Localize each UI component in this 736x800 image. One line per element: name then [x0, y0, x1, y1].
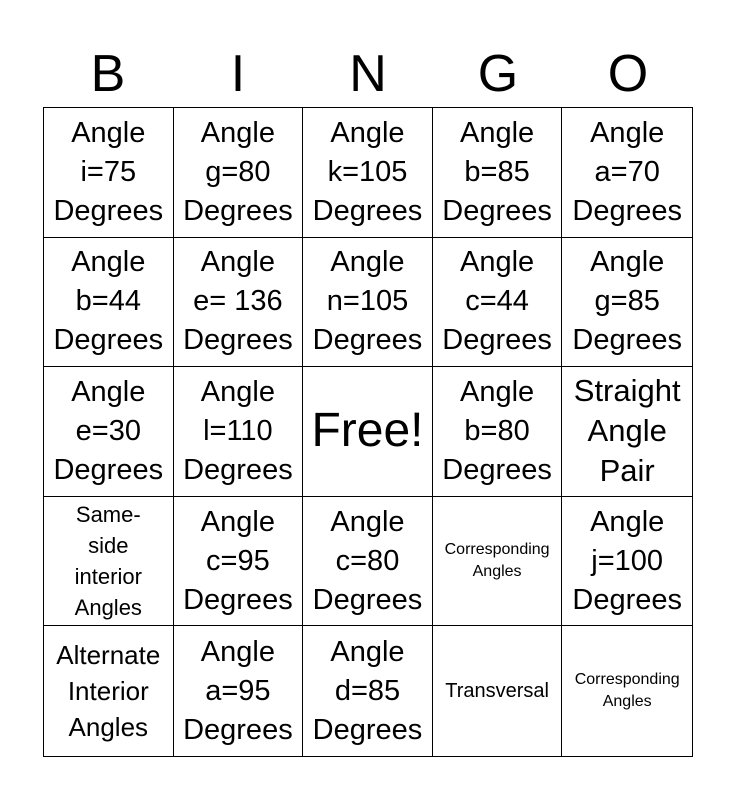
cell-text: Straight Angle Pair: [573, 373, 681, 489]
bingo-cell-r3c1[interactable]: [44, 367, 174, 497]
cell-text: Angle c=95 Degrees: [183, 505, 293, 616]
cell-text: Same- side interior Angles: [74, 502, 142, 621]
cell-text: Angle a=95 Degrees: [183, 635, 293, 746]
bingo-cell-r1c4[interactable]: [433, 108, 563, 238]
bingo-cell-r5c2[interactable]: [174, 626, 304, 756]
bingo-cell-r3c4[interactable]: [433, 367, 563, 497]
cell-text: Angle a=70 Degrees: [572, 116, 682, 227]
cell-text: Alternate Interior Angles: [56, 640, 161, 743]
cell-text: Angle i=75 Degrees: [53, 116, 164, 227]
bingo-cell-r2c2[interactable]: [174, 238, 304, 368]
cell-text: Corresponding Angles: [444, 541, 550, 581]
cell-text: Angle c=44 Degrees: [442, 246, 552, 357]
bingo-cell-r2c5[interactable]: [562, 238, 692, 368]
cell-text: Angle j=100 Degrees: [572, 505, 682, 616]
cell-text: Angle l=110 Degrees: [183, 375, 293, 486]
header-letter-o: O: [607, 45, 649, 103]
bingo-cell-r2c3[interactable]: [303, 238, 433, 368]
bingo-cell-r1c1[interactable]: [44, 108, 174, 238]
bingo-cell-r2c1[interactable]: [44, 238, 174, 368]
header-letter-g: G: [477, 45, 519, 103]
cell-text: Angle e= 136 Degrees: [183, 246, 293, 357]
cell-text: Angle b=80 Degrees: [442, 375, 552, 486]
bingo-cell-r1c5[interactable]: [562, 108, 692, 238]
bingo-cell-r4c2[interactable]: [174, 497, 304, 627]
cell-text: Angle g=80 Degrees: [183, 116, 293, 227]
cell-text: Angle g=85 Degrees: [572, 246, 682, 357]
bingo-cell-r3c2[interactable]: [174, 367, 304, 497]
bingo-board: [43, 107, 693, 757]
cell-text: Angle c=80 Degrees: [312, 505, 423, 616]
bingo-cell-r5c1[interactable]: [44, 626, 174, 756]
bingo-cell-free[interactable]: [303, 367, 433, 497]
cell-text: Angle k=105 Degrees: [312, 116, 423, 227]
bingo-cell-r1c3[interactable]: [303, 108, 433, 238]
cell-text: Angle b=85 Degrees: [442, 116, 552, 227]
bingo-cell-r3c5[interactable]: [562, 367, 692, 497]
bingo-cell-r5c4[interactable]: [433, 626, 563, 756]
cell-text: Angle d=85 Degrees: [312, 635, 423, 746]
bingo-cell-r4c4[interactable]: [433, 497, 563, 627]
bingo-cell-r4c1[interactable]: [44, 497, 174, 627]
bingo-header: [43, 40, 693, 108]
cell-text: Angle e=30 Degrees: [53, 375, 164, 486]
bingo-cell-r4c3[interactable]: [303, 497, 433, 627]
cell-text: Transversal: [445, 680, 549, 703]
header-letter-n: N: [349, 45, 387, 103]
bingo-cell-r5c5[interactable]: [562, 626, 692, 756]
bingo-cell-r5c3[interactable]: [303, 626, 433, 756]
header-letter-b: B: [90, 45, 126, 103]
bingo-cell-r2c4[interactable]: [433, 238, 563, 368]
cell-text: Angle n=105 Degrees: [312, 246, 423, 357]
cell-text: Corresponding Angles: [574, 671, 680, 711]
free-space-label: Free!: [311, 404, 424, 458]
bingo-cell-r4c5[interactable]: [562, 497, 692, 627]
bingo-cell-r1c2[interactable]: [174, 108, 304, 238]
header-letter-i: I: [230, 45, 246, 103]
cell-text: Angle b=44 Degrees: [53, 246, 164, 357]
